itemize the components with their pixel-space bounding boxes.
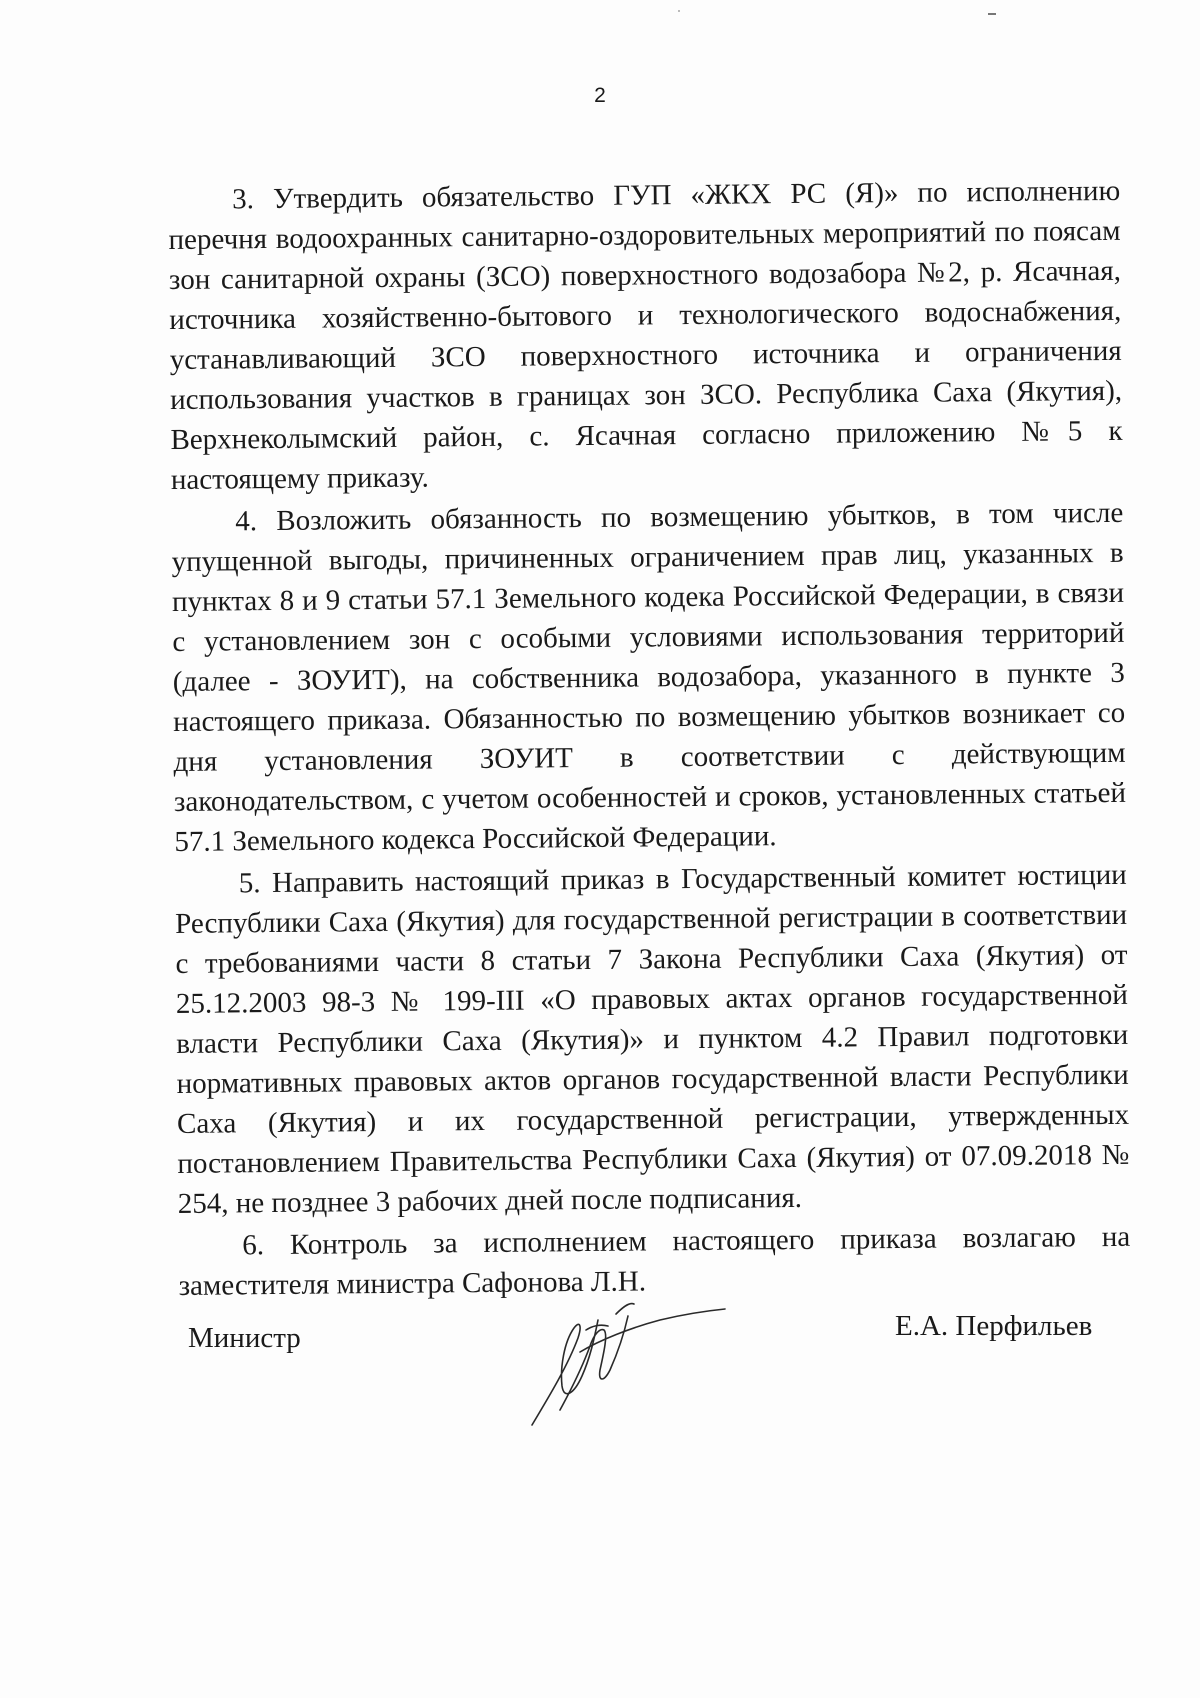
signature-block (0, 1310, 1200, 1450)
paragraph-3: 3. Утвердить обязательство ГУП «ЖКХ РС (Я)» по исполнению перечня водоохранных санитарно-оздоровительных мероприятий по поясам зон санитарной охраны (ЗСО) поверхностного водозабора №2, р. Ясачная, источника хозяйственно-бытового и технологического водоснабжения, устанавливающий ЗСО поверхностного источника и ограничения использования участков в границах зон ЗСО. Республика Саха (Якутия), Верхнеколымский район, с. Ясачная согласно приложению №5 к настоящему приказу. (168, 174, 1123, 496)
handwritten-signature (520, 1290, 730, 1430)
paragraph-5: 5. Направить настоящий приказ в Государственный комитет юстиции Республики Саха (Якутия) для государственной регистрации в соответствии с требованиями части 8 статьи 7 Закона Республики Саха (Якутия) от 25.12.2003 98-3 № 199-III «О правовых актах органов государственной власти Республики Саха (Якутия)» и пунктом 4.2 Правил подготовки нормативных правовых актов органов государственной власти Республики Саха (Якутия) и их государственной регистрации, утвержденных постановлением Правительства Республики Саха (Якутия) от 07.09.2018 № 254, не позднее 3 рабочих дней после подписания. (174, 858, 1130, 1220)
paragraph-4: 4. Возложить обязанность по возмещению убытков, в том числе упущенной выгоды, причиненных ограничением прав лиц, указанных в пунктах 8 и 9 статьи 57.1 Земельного кодека Российской Федерации, в связи с установлением зон с особыми условиями использования территорий (далее - ЗОУИТ), на собственника водозабора, указанного в пункте 3 настоящего приказа. Обязанностью по возмещению убытков возникает со дня установления ЗОУИТ в соответствии с действующим законодательством, с учетом особенностей и сроков, установленных статьей 57.1 Земельного кодекса Российской Федерации. (171, 496, 1127, 858)
scan-artifact (678, 10, 680, 12)
signatory-position: Министр (188, 1322, 301, 1354)
paragraph-6: 6. Контроль за исполнением настоящего приказа возлагаю на заместителя министра Сафонова Л.Н. (178, 1220, 1131, 1302)
document-body (168, 171, 1131, 1308)
scan-artifact (988, 13, 996, 15)
page-number: 2 (594, 84, 606, 107)
signatory-name: Е.А. Перфильев (895, 1310, 1093, 1342)
